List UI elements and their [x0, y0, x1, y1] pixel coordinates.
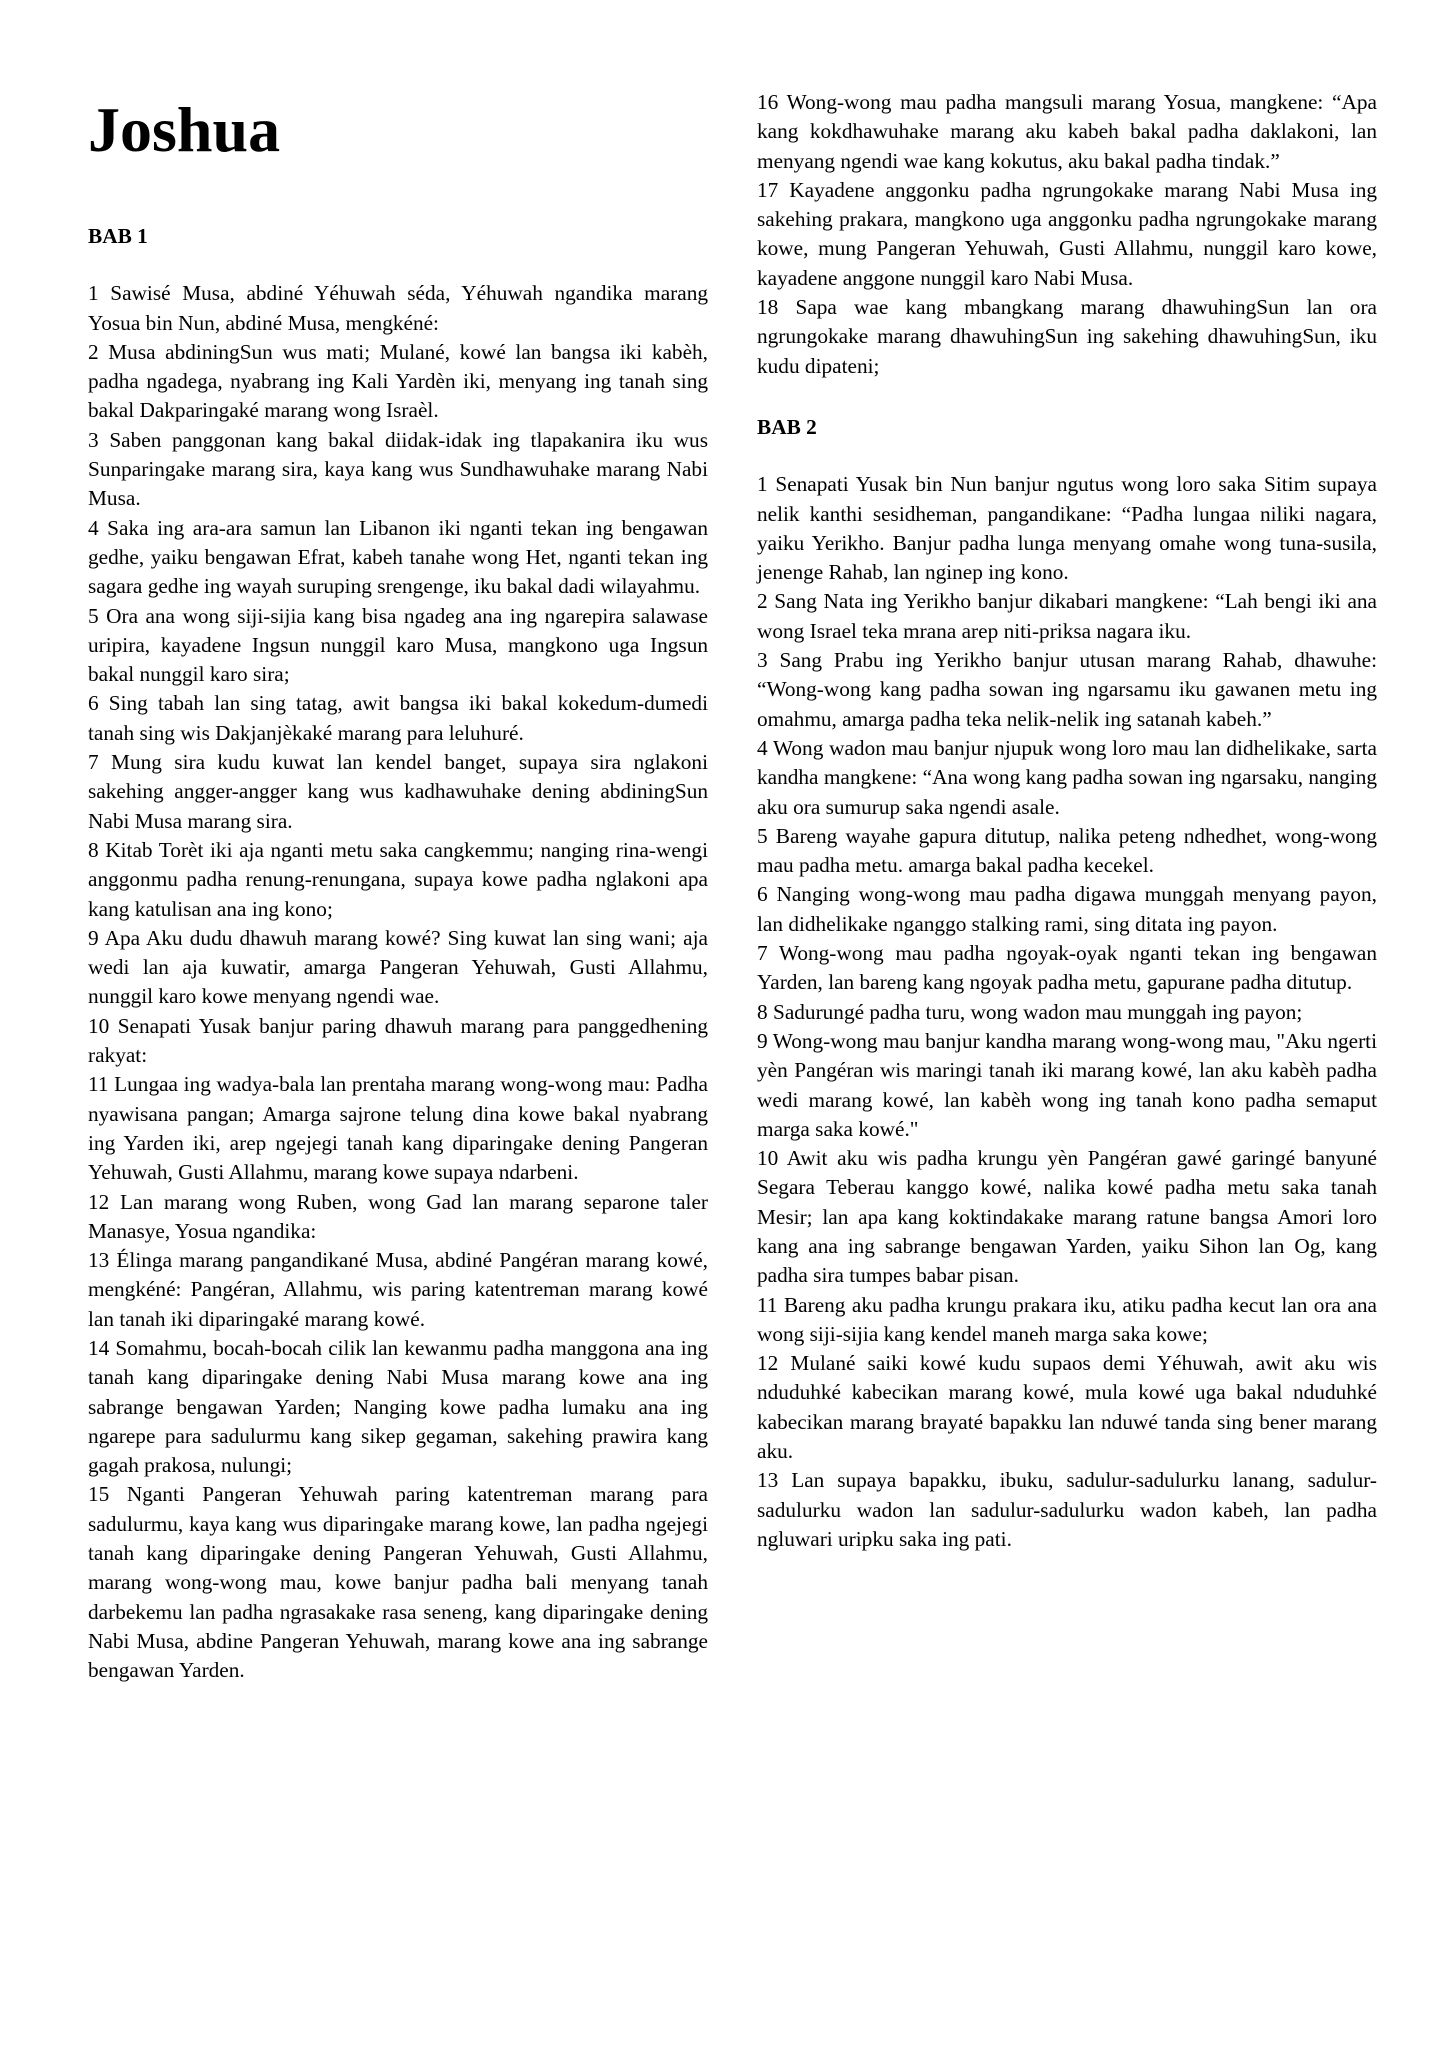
verse: 2 Musa abdiningSun wus mati; Mulané, kowé lan bangsa iki kabèh, padha ngadega, nyabrang ing Kali Yardèn iki, menyang ing tanah sing bakal Dakparingaké marang wong Israèl. [88, 339, 708, 423]
verse: 11 Bareng aku padha krungu prakara iku, atiku padha kecut lan ora ana wong siji-sijia kang kendel maneh marga saka kowe; [757, 1292, 1377, 1346]
verse: 8 Kitab Torèt iki aja nganti metu saka cangkemmu; nanging rina-wengi anggonmu padha renung-renungana, supaya kowe padha nglakoni apa kang katulisan ana ing kono; [88, 837, 708, 921]
verse: 12 Mulané saiki kowé kudu supaos demi Yéhuwah, awit aku wis nduduhké kabecikan marang kowé, mula kowé uga bakal nduduhké kabecikan marang brayaté bapakku lan nduwé tanda sing bener marang aku. [757, 1351, 1377, 1464]
verse: 9 Wong-wong mau banjur kandha marang wong-wong mau, "Aku ngerti yèn Pangéran wis maringi tanah iki marang kowé, lan aku kabèh padha wedi marang kowé, lan kabèh wong ing tanah kono padha semaput marga saka kowé." [757, 1028, 1377, 1141]
verse: 12 Lan marang wong Ruben, wong Gad lan marang separone taler Manasye, Yosua ngandika: [88, 1189, 708, 1243]
verse: 10 Senapati Yusak banjur paring dhawuh marang para panggedhening rakyat: [88, 1013, 708, 1068]
verse: 8 Sadurungé padha turu, wong wadon mau munggah ing payon; [757, 999, 1303, 1024]
verse: 11 Lungaa ing wadya-bala lan prentaha marang wong-wong mau: Padha nyawisana pangan; Amarga sajrone telung dina kowe bakal nyabrang ing Yarden iki, arep ngejegi tanah kang diparingake dening Pangeran Yehuwah, Gusti Allahmu, marang kowe supaya ndarbeni. [88, 1072, 708, 1185]
verse: 14 Somahmu, bocah-bocah cilik lan kewanmu padha manggona ana ing tanah kang diparingake dening Nabi Musa marang kowe ana ing sabrange bengawan Yarden; Nanging kowe padha lumaku ana ing ngarepe para sadulurmu kang sikep gegaman, sakehing prawira kang gagah prakosa, nulungi; [88, 1335, 708, 1478]
chapter-2-verses [757, 470, 1377, 1554]
verse: 13 Élinga marang pangandikané Musa, abdiné Pangéran marang kowé, mengkéné: Pangéran, Allahmu, wis paring katentreman marang kowé lan tanah iki diparingaké marang kowé. [88, 1248, 708, 1331]
chapter-heading-1: BAB 1 [88, 224, 148, 248]
chapter-heading-2: BAB 2 [757, 414, 817, 439]
verse: 4 Saka ing ara-ara samun lan Libanon iki nganti tekan ing bengawan gedhe, yaiku bengawan Efrat, kabeh tanahe wong Het, nganti tekan ing sagara gedhe ing wayah suruping srengenge, iku bakal dadi wilayahmu. [88, 515, 708, 599]
right-column [757, 88, 1377, 1554]
verse: 2 Sang Nata ing Yerikho banjur dikabari mangkene: “Lah bengi iki ana wong Israel teka mrana arep niti-priksa nagara iku. [757, 589, 1377, 643]
verse: 6 Nanging wong-wong mau padha digawa munggah menyang payon, lan didhelikake nganggo stalking rami, sing ditata ing payon. [757, 882, 1377, 936]
verse: 9 Apa Aku dudu dhawuh marang kowé? Sing kuwat lan sing wani; aja wedi lan aja kuwatir, amarga Pangeran Yehuwah, Gusti Allahmu, nunggil karo kowe menyang ngendi wae. [88, 925, 708, 1009]
verse: 17 Kayadene anggonku padha ngrungokake marang Nabi Musa ing sakehing prakara, mangkono uga anggonku padha ngrungokake marang kowe, mung Pangeran Yehuwah, Gusti Allahmu, nunggil karo kowe, kayadene anggone nunggil karo Nabi Musa. [757, 177, 1377, 290]
verse: 6 Sing tabah lan sing tatag, awit bangsa iki bakal kokedum-dumedi tanah sing wis Dakjanjèkaké marang para leluhuré. [88, 691, 708, 745]
verse: 15 Nganti Pangeran Yehuwah paring katentreman marang para sadulurmu, kaya kang wus diparingake marang kowe, lan padha ngejegi tanah kang diparingake dening Pangeran Yehuwah, Gusti Allahmu, marang wong-wong mau, kowe banjur padha bali menyang tanah darbekemu lan padha ngrasakake rasa seneng, kang diparingake dening Nabi Musa, abdine Pangeran Yehuwah, marang kowe ana ing sabrange bengawan Yarden. [88, 1482, 708, 1683]
verse: 3 Saben panggonan kang bakal diidak-idak ing tlapakanira iku wus Sunparingake marang sira, kaya kang wus Sundhawuhake marang Nabi Musa. [88, 427, 708, 511]
book-title: Joshua [88, 94, 281, 165]
verse: 7 Wong-wong mau padha ngoyak-oyak nganti tekan ing bengawan Yarden, lan bareng kang ngoyak padha metu, gapurane padha ditutup. [757, 941, 1377, 995]
verse: 16 Wong-wong mau padha mangsuli marang Yosua, mangkene: “Apa kang kokdhawuhake marang aku kabeh bakal padha daklakoni, lan menyang ngendi wae kang kokutus, aku bakal padha tindak.” [757, 90, 1377, 173]
verse: 4 Wong wadon mau banjur njupuk wong loro mau lan didhelikake, sarta kandha mangkene: “Ana wong kang padha sowan ing ngarsaku, nanging aku ora sumurup saka ngendi asale. [757, 735, 1377, 819]
verse: 18 Sapa wae kang mbangkang marang dhawuhingSun lan ora ngrungokake marang dhawuhingSun ing sakehing dhawuhingSun, iku kudu dipateni; [757, 295, 1377, 378]
verse: 7 Mung sira kudu kuwat lan kendel banget, supaya sira nglakoni sakehing angger-angger kang wus kadhawuhake dening abdiningSun Nabi Musa marang sira. [88, 750, 708, 833]
chapter-1-verses [88, 279, 708, 1685]
verse: 13 Lan supaya bapakku, ibuku, sadulur-sadulurku lanang, sadulur-sadulurku wadon lan sadulur-sadulurku wadon kabeh, lan padha ngluwari uripku saka ing pati. [757, 1468, 1377, 1551]
verse: 1 Senapati Yusak bin Nun banjur ngutus wong loro saka Sitim supaya nelik kanthi sesidheman, pangandikane: “Padha lungaa niliki nagara, yaiku Yerikho. Banjur padha lunga menyang omahe wong tuna-susila, jenenge Rahab, lan nginep ing kono. [757, 472, 1377, 585]
verse: 3 Sang Prabu ing Yerikho banjur utusan marang Rahab, dhawuhe: “Wong-wong kang padha sowan ing ngarsamu iku gawanen metu ing omahmu, amarga padha teka nelik-nelik ing satanah kabeh.” [757, 648, 1377, 731]
verse: 5 Bareng wayahe gapura ditutup, nalika peteng ndhedhet, wong-wong mau padha metu. amarga bakal padha kecekel. [757, 823, 1377, 878]
chapter-1-continued-verses [757, 88, 1377, 381]
verse: 10 Awit aku wis padha krungu yèn Pangéran gawé garingé banyuné Segara Teberau kanggo kowé, nalika kowé padha metu saka tanah Mesir; lan apa kang koktindakake marang ratune bangsa Amori loro kang ana ing sabrange bengawan Yarden, yaiku Sihon lan Og, kang padha sira tumpes babar pisan. [757, 1146, 1377, 1288]
left-column [88, 88, 708, 1686]
verse: 5 Ora ana wong siji-sijia kang bisa ngadeg ana ing ngarepira salawase uripira, kayadene Ingsun nunggil karo Musa, mangkono uga Ingsun bakal nunggil karo sira; [88, 603, 708, 687]
verse: 1 Sawisé Musa, abdiné Yéhuwah séda, Yéhuwah ngandika marang Yosua bin Nun, abdiné Musa, mengkéné: [88, 281, 708, 335]
